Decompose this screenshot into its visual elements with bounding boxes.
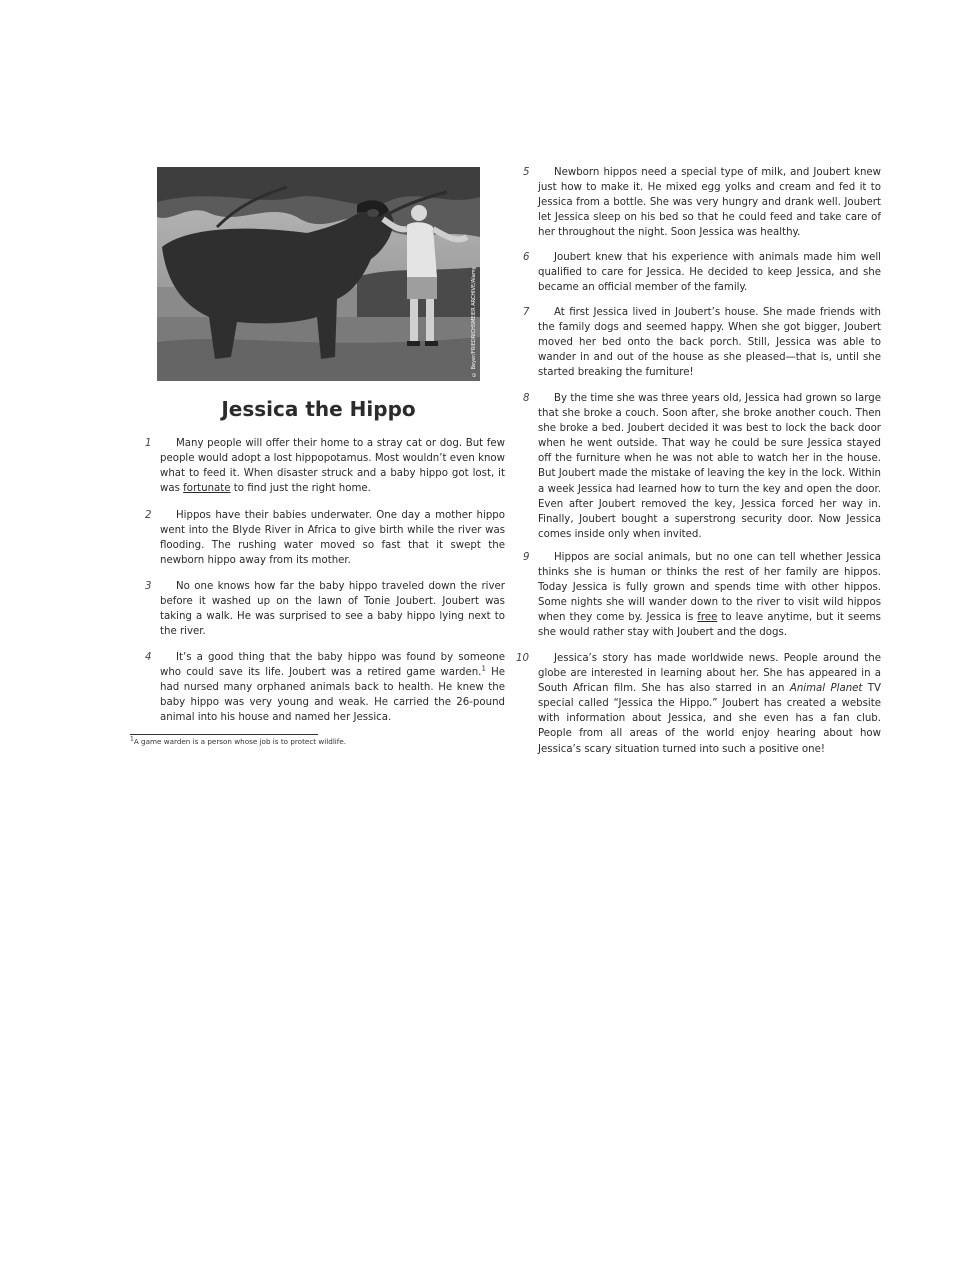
- show-title: Animal Planet: [789, 683, 863, 695]
- vocab-word-fortunate: fortunate: [183, 483, 231, 495]
- footnote-ref: 1: [481, 664, 486, 673]
- footnote-marker: 1: [130, 735, 134, 743]
- photo-credit: © Beyer/FRIEDRICHSMEIER ARCHIVE/Alamy: [471, 266, 477, 377]
- paragraph-2: 2 Hippos have their babies underwater. One day a mother hippo went into the Blyde River in Africa to give birth while the river was flooding. The rushing water moved so fast that it swept the newborn hippo away from its mother.: [145, 510, 505, 567]
- paragraph-3: 3 No one knows how far the baby hippo traveled down the river before it washed up on the lawn of Tonie Joubert. Joubert was taking a walk. He was surprised to see a baby hippo lying next to the river.: [145, 581, 505, 638]
- paragraph-number: 6: [523, 252, 530, 263]
- paragraph-9: 9 Hippos are social animals, but no one can tell whether Jessica thinks she is human or thinks the rest of her family are hippos. Today Jessica is fully grown and spends time with other hippos. Some nights she will wander down to the river to visit wild hippos when they come by. Jessica is free to leave anytime, but it seems she would rather stay with Joubert and the dogs.: [523, 552, 881, 639]
- paragraph-4: 4 It’s a good thing that the baby hippo was found by someone who could save its life. Joubert was a retired game warden.$^1$ He had nursed many orphaned animals back to health. He knew the baby hippo was very young and weak. He carried the 26-pound animal into his house and named her Jessica.: [145, 652, 506, 724]
- paragraph-number: 5: [523, 167, 530, 178]
- footnote: [130, 737, 346, 746]
- paragraph-8: 8 By the time she was three years old, Jessica had grown so large that she broke a couch. Soon after, she broke another couch. Then she broke a bed. Joubert decided it was best to lock the back door when he went outside. That way he could be sure Jessica stayed off the furniture when he was not able to watch her in the house. But Joubert made the mistake of leaving the key in the lock. Within a week Jessica had learned how to turn the key and open the door. Even after Joubert removed the key, Jessica forced her way in. Finally, Joubert bought a superstrong security door. Now Jessica comes inside only when invited.: [523, 393, 881, 540]
- paragraph-number: 9: [523, 552, 530, 563]
- vocab-word-free: free: [697, 612, 718, 624]
- paragraph-5: 5 Newborn hippos need a special type of milk, and Joubert knew just how to make it. He mixed egg yolks and cream and fed it to Jessica from a bottle. She was very hungry and drank well. Joubert let Jessica sleep on his bed so that he could feed and take care of her throughout the night. Soon Jessica was healthy.: [523, 167, 881, 239]
- article-title: Jessica the Hippo: [221, 397, 416, 421]
- paragraph-number: 3: [145, 581, 152, 592]
- paragraph-number: 2: [145, 510, 152, 521]
- paragraph-6: 6 Joubert knew that his experience with animals made him well qualified to care for Jessica. He decided to keep Jessica, and she became an official member of the family.: [523, 252, 881, 294]
- paragraph-number: 7: [523, 307, 530, 318]
- hippo-photo: [157, 167, 480, 381]
- paragraph-number: 4: [145, 652, 152, 663]
- paragraph-10: 10 Jessica’s story has made worldwide news. People around the globe are interested in learning about her. She has appeared in a South African film. She has also starred in an Animal Planet TV special called “Jessica the Hippo.” Joubert has created a website with information about Jessica, and she even has a fan club. People from all areas of the world enjoy hearing about how Jessica’s scary situation turned into such a positive one!: [516, 653, 881, 755]
- paragraph-1: 1 Many people will offer their home to a stray cat or dog. But few people would adopt a lost hippopotamus. Most wouldn’t even know what to feed it. When disaster struck and a baby hippo got lost, it was fortunate to find just the right home.: [145, 438, 505, 495]
- paragraph-number: 10: [516, 653, 529, 664]
- paragraph-number: 8: [523, 393, 530, 404]
- footnote-text: A game warden is a person whose job is to protect wildlife.: [133, 737, 347, 746]
- paragraph-number: 1: [145, 438, 152, 449]
- footnote-divider: [130, 734, 318, 735]
- paragraph-7: 7 At first Jessica lived in Joubert’s house. She made friends with the family dogs and seemed happy. When she got bigger, Joubert moved her bed onto the back porch. Still, Jessica was able to wander in and out of the house as she pleased—that is, until she started breaking the furniture!: [523, 307, 881, 379]
- hippo-photo-illustration: [157, 167, 480, 381]
